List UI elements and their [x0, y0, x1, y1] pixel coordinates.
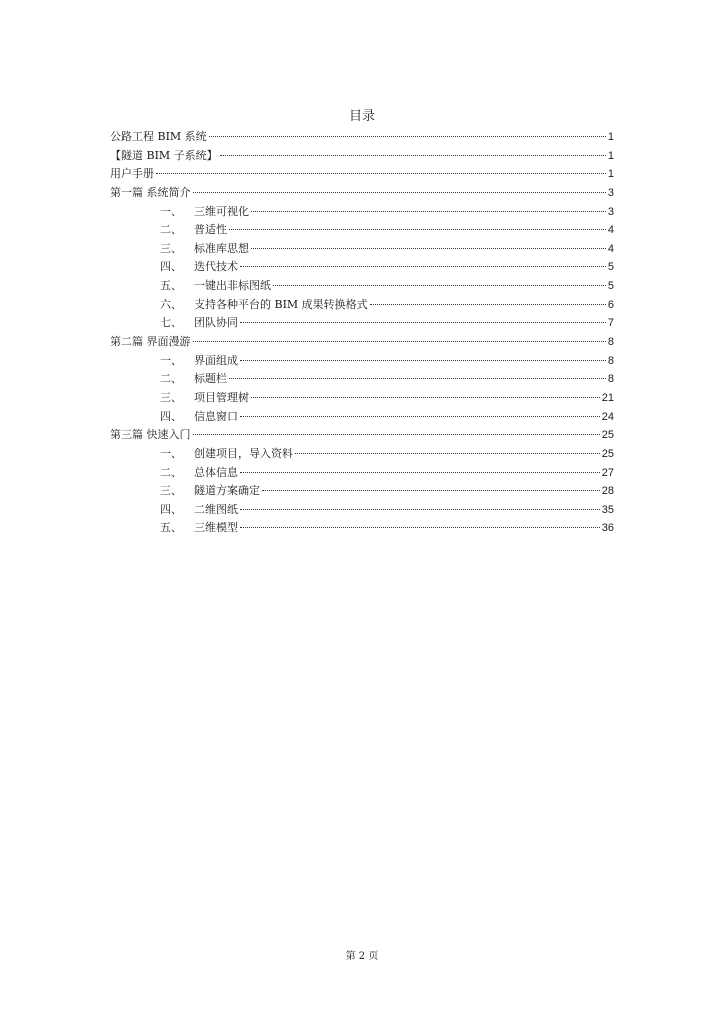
toc-dot-leader [240, 265, 606, 267]
toc-entry-page-number: 8 [607, 336, 614, 349]
toc-entry-title: 公路工程 BIM 系统 [110, 130, 207, 143]
toc-title: 目录 [348, 109, 375, 124]
toc-dot-leader [295, 452, 600, 454]
toc-entry-page-number: 6 [607, 298, 614, 311]
toc-dot-leader [370, 303, 606, 305]
toc-entry[interactable] [110, 203, 614, 222]
toc-entry[interactable] [110, 464, 614, 483]
toc-entry-title: 第二篇 界面漫游 [110, 335, 191, 349]
toc-entry-title: 【隧道 BIM 子系统】 [110, 148, 218, 162]
toc-dot-leader [240, 321, 606, 323]
toc-entry-number: 四、 [160, 260, 182, 274]
toc-entry-title: 迭代技术 [194, 260, 238, 274]
toc-dot-leader [220, 154, 606, 156]
toc-entry-page-number: 36 [601, 522, 614, 535]
toc-entry[interactable] [110, 352, 614, 371]
toc-dot-leader [240, 415, 600, 417]
toc-entry[interactable] [110, 184, 614, 203]
toc-entry-page-number: 1 [607, 131, 614, 143]
toc-entry-title: 二维图纸 [194, 502, 238, 516]
toc-dot-leader [251, 247, 606, 249]
toc-entry[interactable] [110, 221, 614, 240]
toc-entry-title: 标题栏 [194, 372, 227, 386]
toc-entry-number: 三、 [160, 484, 182, 498]
page-footer: 第 2 页 [345, 951, 379, 962]
toc-entry[interactable] [110, 314, 614, 333]
toc-entry-title: 总体信息 [194, 465, 238, 479]
toc-entry-title: 团队协同 [194, 316, 238, 330]
toc-entry-title: 普适性 [194, 223, 227, 237]
toc-entry-page-number: 27 [601, 466, 614, 479]
toc-entry-title: 标准库思想 [194, 241, 249, 255]
toc-entry-title: 三维模型 [194, 521, 238, 535]
toc-entry-title: 隧道方案确定 [194, 484, 260, 498]
toc-entry-title: 界面组成 [194, 353, 238, 367]
toc-dot-leader [229, 377, 606, 379]
toc-dot-leader [240, 508, 600, 510]
toc-dot-leader [193, 340, 606, 342]
toc-entry-number: 四、 [160, 409, 182, 423]
toc-entry-page-number: 35 [601, 503, 614, 516]
toc-entry-title: 信息窗口 [194, 409, 238, 423]
toc-dot-leader [156, 172, 606, 174]
toc-entry-title: 一键出非标图纸 [194, 279, 271, 293]
toc-entry-page-number: 4 [607, 224, 614, 237]
toc-entry[interactable] [110, 501, 614, 520]
toc-entry-page-number: 8 [607, 354, 614, 367]
toc-dot-leader [251, 396, 600, 398]
toc-entry-page-number: 24 [601, 410, 614, 423]
toc-entry[interactable] [110, 426, 614, 445]
toc-dot-leader [193, 433, 600, 435]
toc-entry-page-number: 1 [607, 168, 614, 181]
toc-dot-leader [251, 210, 606, 212]
toc-entry-title: 第一篇 系统简介 [110, 185, 191, 199]
toc-entry-page-number: 8 [607, 373, 614, 386]
table-of-contents [110, 128, 614, 538]
toc-entry-page-number: 4 [607, 242, 614, 255]
toc-entry-title: 创建项目，导入资料 [194, 446, 293, 460]
toc-entry[interactable] [110, 333, 614, 352]
toc-entry[interactable] [110, 296, 614, 315]
toc-dot-leader [240, 359, 606, 361]
toc-entry-number: 三、 [160, 241, 182, 255]
toc-entry-number: 七、 [160, 316, 182, 330]
toc-entry-title: 支持各种平台的 BIM 成果转换格式 [194, 297, 368, 311]
toc-entry-page-number: 5 [607, 280, 614, 293]
toc-entry-number: 二、 [160, 372, 182, 386]
toc-entry-number: 五、 [160, 521, 182, 535]
toc-entry-page-number: 7 [607, 317, 614, 330]
toc-entry-title: 三维可视化 [194, 204, 249, 218]
toc-dot-leader [229, 228, 606, 230]
toc-entry-page-number: 25 [601, 429, 614, 442]
toc-dot-leader [273, 284, 606, 286]
toc-dot-leader [209, 135, 606, 137]
toc-entry-number: 一、 [160, 204, 182, 218]
toc-entry-page-number: 21 [601, 391, 614, 404]
toc-entry-number: 六、 [160, 297, 182, 311]
toc-dot-leader [262, 489, 600, 491]
toc-entry[interactable] [110, 147, 614, 166]
toc-dot-leader [240, 526, 600, 528]
toc-entry[interactable] [110, 370, 614, 389]
toc-entry[interactable] [110, 240, 614, 259]
toc-entry-page-number: 3 [607, 205, 614, 218]
toc-entry-number: 二、 [160, 223, 182, 237]
toc-entry[interactable] [110, 277, 614, 296]
toc-dot-leader [240, 471, 600, 473]
toc-entry[interactable] [110, 482, 614, 501]
toc-entry-number: 二、 [160, 465, 182, 479]
toc-entry[interactable] [110, 408, 614, 427]
toc-entry[interactable] [110, 258, 614, 277]
toc-entry[interactable] [110, 389, 614, 408]
toc-entry[interactable] [110, 165, 614, 184]
toc-entry-number: 五、 [160, 279, 182, 293]
toc-entry-page-number: 28 [601, 485, 614, 498]
toc-entry-number: 一、 [160, 353, 182, 367]
toc-entry-page-number: 3 [607, 186, 614, 199]
toc-entry-page-number: 25 [601, 447, 614, 460]
toc-entry-number: 一、 [160, 446, 182, 460]
toc-entry-number: 四、 [160, 502, 182, 516]
toc-entry[interactable] [110, 128, 614, 147]
toc-entry-number: 三、 [160, 390, 182, 404]
toc-entry-page-number: 1 [607, 149, 614, 162]
toc-entry[interactable] [110, 519, 614, 538]
toc-entry-title: 第三篇 快速入门 [110, 428, 191, 442]
toc-entry-title: 用户手册 [110, 167, 154, 181]
toc-entry-title: 项目管理树 [194, 390, 249, 404]
toc-entry-page-number: 5 [607, 261, 614, 274]
toc-entry[interactable] [110, 445, 614, 464]
toc-dot-leader [193, 191, 606, 193]
